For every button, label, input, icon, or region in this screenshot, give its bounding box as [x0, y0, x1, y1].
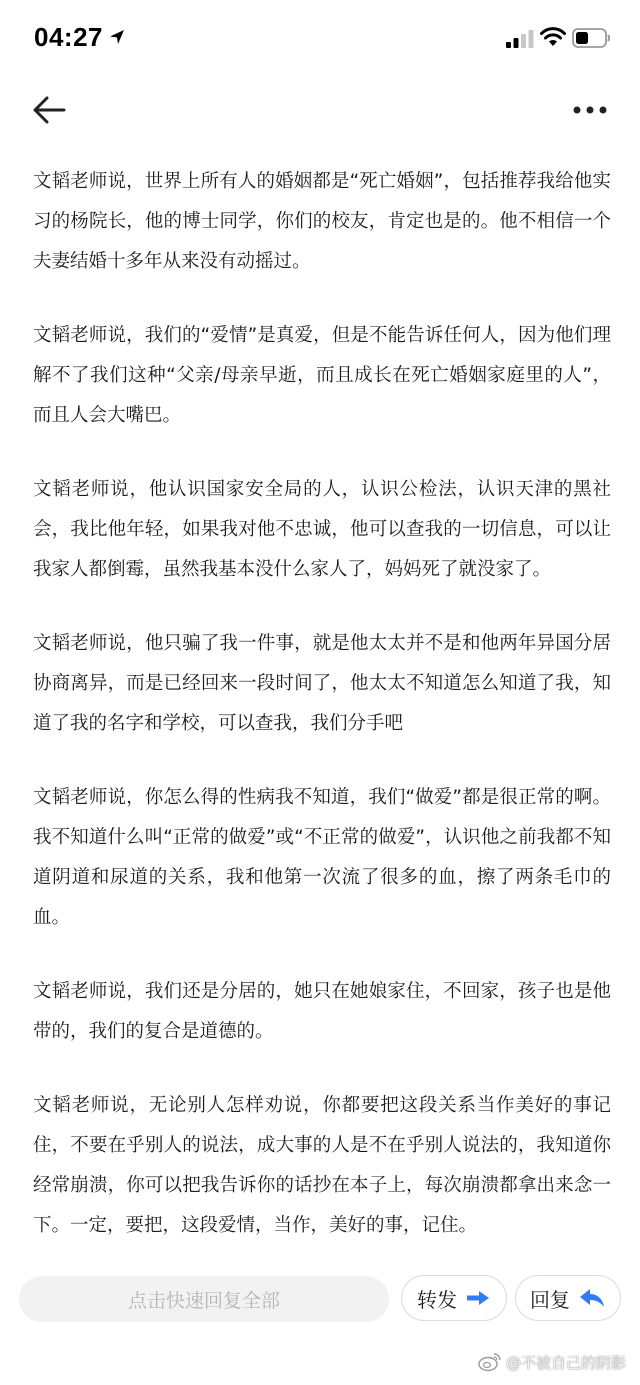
forward-arrow-icon	[465, 1289, 491, 1307]
reply-button[interactable]	[515, 1275, 621, 1321]
battery-icon	[572, 27, 612, 49]
message-paragraph: 文韬老师说，我们还是分居的，她只在她娘家住，不回家，孩子也是他带的，我们的复合是道德的。	[33, 981, 611, 1042]
forward-label: 转发	[417, 1287, 457, 1312]
back-arrow-icon[interactable]	[30, 90, 70, 130]
message-paragraph: 文韬老师说，你怎么得的性病我不知道，我们“做爱”都是很正常的啊。我不知道什么叫“正常的做爱”或“不正常的做爱”，认识他之前我都不知道阴道和尿道的关系，我和他第一次流了很多的血，擦了两条毛巾的血。	[33, 787, 611, 928]
weibo-watermark	[478, 1350, 626, 1374]
status-bar	[0, 0, 640, 78]
message-paragraph: 文韬老师说，他认识国家安全局的人，认识公检法，认识天津的黑社会，我比他年轻，如果我对他不忠诚，他可以查我的一切信息，可以让我家人都倒霉，虽然我基本没什么家人了，妈妈死了就没家了。	[33, 479, 611, 580]
quick-reply-input[interactable]: 点击快速回复全部	[19, 1276, 389, 1322]
message-paragraph: 文韬老师说，无论别人怎样劝说，你都要把这段关系当作美好的事记住，不要在乎别人的说法，成大事的人是不在乎别人说法的，我知道你经常崩溃，你可以把我告诉你的话抄在本子上，每次崩溃都拿出来念一下。一定，要把，这段爱情，当作，美好的事，记住。	[33, 1095, 611, 1236]
wifi-icon	[539, 26, 567, 48]
message-paragraph: 文韬老师说，世界上所有人的婚姻都是“死亡婚姻”，包括推荐我给他实习的杨院长，他的博士同学，你们的校友，肯定也是的。他不相信一个夫妻结婚十多年从来没有动摇过。	[33, 171, 611, 272]
reply-arrow-icon	[578, 1288, 606, 1308]
message-paragraph: 文韬老师说，他只骗了我一件事，就是他太太并不是和他两年异国分居协商离异，而是已经回来一段时间了，他太太不知道怎么知道了我，知道了我的名字和学校，可以查我，我们分手吧	[33, 633, 611, 734]
more-dots-icon[interactable]	[570, 96, 610, 124]
message-paragraph: 文韬老师说，我们的“爱情”是真爱，但是不能告诉任何人，因为他们理解不了我们这种“父亲/母亲早逝，而且成长在死亡婚姻家庭里的人”，而且人会大嘴巴。	[33, 325, 611, 426]
watermark-text: @不被自己的阴影	[506, 1353, 627, 1372]
cellular-signal-icon	[505, 29, 535, 49]
reply-label: 回复	[530, 1287, 570, 1312]
status-time: 04:27	[34, 22, 103, 52]
weibo-logo-icon	[478, 1352, 502, 1372]
forward-button[interactable]	[401, 1275, 507, 1321]
message-body	[33, 162, 611, 1280]
location-arrow-icon	[107, 27, 127, 47]
